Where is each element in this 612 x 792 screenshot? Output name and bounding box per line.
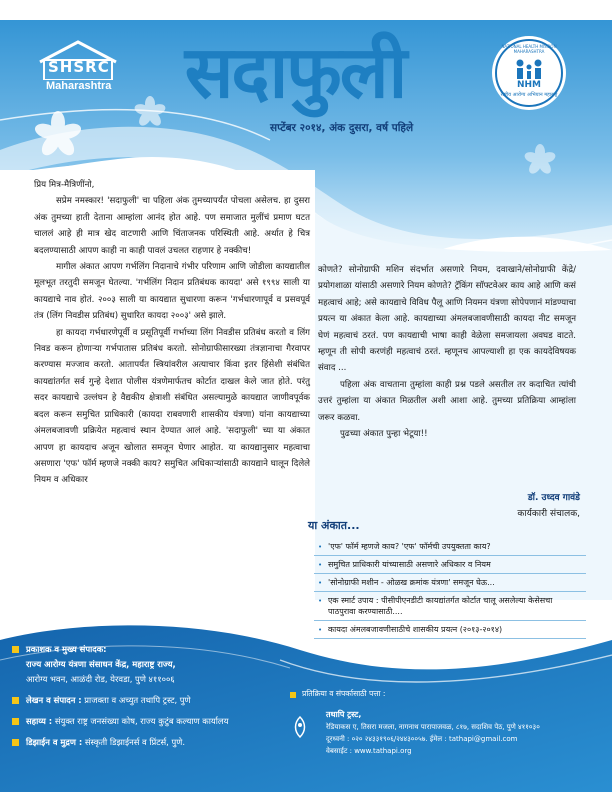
contents-list (314, 538, 586, 639)
trust-address: रेडियाकस ए, तिसरा मजला, नागनाथ पारापाजवळ, ८१७, सदाशिव पेठ, पुणे ४११०३० (326, 723, 540, 731)
contents-item (314, 592, 586, 621)
letter-paragraph: सप्रेम नमस्कार! 'सदाफुली' चा पहिला अंक तुमच्यापर्यंत पोचला असेलच. हा दुसरा अंक तुमच्या हाती देताना आम्हांला आनंद होत आहे. पण समाजात मुलींचं प्रमाण घटत चाललं आहे ही मात्र खेद वाटणारी आणि चिंताजनक परिस्थिती आहे. अर्थात हे चित्र बदलण्यासाठी आपण काही ना काही पावलं उचलत राहणार हे नक्कीच! (34, 196, 310, 256)
tathapi-address (326, 709, 596, 757)
bullet-icon: • (318, 597, 323, 605)
signatory-title: कार्यकारी संचालक, (517, 509, 580, 519)
nhm-hindi: राष्ट्रीय आरोग्य अभियान महाराष्ट्र (500, 92, 558, 98)
trust-name: तथापि ट्रस्ट, (326, 710, 362, 719)
square-bullet-icon (12, 718, 19, 725)
contents-item-text: 'सोनोग्राफी मशीन - ओळख क्रमांक यंत्रणा' समजून घेऊ... (328, 578, 495, 587)
support-credit (12, 714, 302, 729)
masthead-title: सदाफुली (184, 30, 406, 114)
letter-paragraph: हा कायदा गर्भधारणेपूर्वी व प्रसूतिपूर्वी गर्भाच्या लिंग निवडीस प्रतिबंध करतो व लिंग निवड करून होणाऱ्या गर्भपातास प्रतिबंध करतो. सोनोग्राफीसारख्या तंत्रज्ञानाचा गैरवापर करण्यास मज्जाव करतो. आतापर्यंत स्त्रियांवरील अत्याचार किंवा इतर हिंसेशी संबंधित कायद्यांतर्गत सर्व गुन्हे देशात पोलीस यंत्रणेमार्फतच कोर्टात दाखल केले जात होते. परंतु सदर कायद्याचे उल्लंघन हे वैद्यकीय क्षेत्राशी संबंधित असल्यामुळे कायद्यात जाणीवपूर्वक बदल करून समुचित प्राधिकारी (कायदा राबवणारी शासकीय यंत्रणा) यांना कायद्याच्या अंमलबजावणी प्रक्रियेत महत्वाचं स्थान देण्यात आलं आहे. 'सदाफुली' च्या या अंकात आपण हा कायदाच अजून खोलात समजून घेणार आहोत. या कायद्यानुसार महत्वाचा असणारा 'एफ' फॉर्म म्हणजे नक्की काय? समुचित अधिकाऱ्यांसाठी कायद्याने घालून दिलेले नियम व अधिकार (34, 327, 310, 486)
square-bullet-icon (12, 697, 19, 704)
signatory-name: डॉ. उध्दव गावंडे (527, 493, 580, 503)
bullet-icon: • (318, 626, 323, 634)
support-label: सहाय्य : (26, 716, 53, 726)
contents-item-text: कायदा अंमलबजावणीसाठीचे शासकीय प्रयत्न (२०१३-२०१४) (328, 625, 503, 634)
nhm-logo (492, 36, 566, 110)
contents-item (314, 574, 586, 592)
trust-phone: दूरध्वनी : ०२० २४३३१९०६/२४४३००५७. ईमेल : tathapi@gmail.com (326, 735, 518, 743)
bullet-icon: • (318, 579, 323, 587)
contact-heading (290, 689, 600, 699)
contents-item (314, 556, 586, 574)
nhm-ring-text: NATIONAL HEALTH MISSION MAHARASHTRA (501, 44, 557, 54)
writing-credit (12, 693, 302, 708)
design-label: डिझाईन व मुद्रण : (26, 737, 83, 747)
family-icon (510, 58, 548, 80)
contents-title: या अंकात... (308, 519, 360, 532)
letter-column-1 (34, 177, 310, 489)
contents-item (314, 621, 586, 639)
signature-block (480, 490, 580, 522)
trust-website: वेबसाईट : www.tathapi.org (326, 747, 412, 755)
contents-item (314, 538, 586, 556)
shsrc-logo (30, 40, 134, 102)
writing-value: प्राजक्ता व अच्युत तथापि ट्रस्ट, पुणे (84, 695, 191, 705)
footer-credits (12, 642, 302, 750)
nhm-label: NHM (516, 80, 542, 90)
contact-heading-text: प्रतिक्रिया व संपर्कासाठी पत्ता : (302, 689, 386, 698)
publisher-name: राज्य आरोग्य यंत्रणा संसाधन केंद्र, महाराष्ट्र राज्य, (26, 659, 176, 669)
square-bullet-icon (12, 646, 19, 653)
tathapi-logo-icon (290, 715, 310, 739)
contents-item-text: एक स्मार्ट उपाय : पीसीपीएनडीटी कायद्यांतर्गत कोर्टात चालू असलेल्या केसेसचा पाठपुरावा करण्यासाठी.... (328, 596, 553, 616)
contents-item-text: समुचित प्राधिकारी यांच्यासाठी असणारे अधिकार व नियम (328, 560, 491, 569)
support-value: संयुक्त राष्ट्र जनसंख्या कोष, राज्य कुटुंब कल्याण कार्यालय (54, 716, 229, 726)
letter-paragraph: कोणते? सोनोग्राफी मशिन संदर्भात असणारे नियम, दवाखाने/सोनोग्राफी केंद्रे/प्रयोगशाळा यांसाठी असणारे नियम कोणते? ट्रॅकिंग सॉफ्टवेअर काय आहे आणि कसं महत्वाचं आहे; असे कायद्याचे विविध पैलू आणि नियमन यंत्रणा सोपेपणानं मांडण्याचा प्रयत्न या अंकात केला आहे. कायद्याच्या अंमलबजावणीसाठी कायदा नीट समजून घेणं महत्वाचं ठरतं. पण कायद्याची भाषा काही वेळेला समजायला अवघड वाटते. म्हणून ती सोपी करणंही महत्वाचं ठरतं. म्हणूनच आपल्याशी हा एक कायदेविषयक संवाद ... (318, 265, 576, 374)
bullet-icon: • (318, 561, 323, 569)
issue-line: सप्टेंबर २०१४, अंक दुसरा, वर्ष पहिले (270, 122, 414, 134)
letter-column-2 (318, 262, 576, 442)
square-bullet-icon (290, 692, 296, 698)
salutation: प्रिय मित्र-मैत्रिणींनो, (34, 180, 95, 190)
letter-closing: पुढच्या अंकात पुन्हा भेटूया!! (340, 429, 428, 440)
contents-item-text: 'एफ' फॉर्म म्हणजे काय? 'एफ' फॉर्मची उपयुक्तता काय? (328, 542, 491, 551)
design-value: संस्कृती डिझाईनर्स व प्रिंटर्स, पुणे. (84, 737, 185, 747)
letter-paragraph: मागील अंकात आपण गर्भलिंग निदानाचे गंभीर परिणाम आणि जोडीला कायद्यातील मूलभूत तरतुदी समजून घेतल्या. 'गर्भलिंग निदान प्रतिबंधक कायदा' असे १९९४ साली या कायद्याचे नाव होतं. २००३ साली या कायद्यात सुधारणा करून 'गर्भधारणापूर्व व प्रसवपूर्व तंत्र (लिंग निवडीस प्रतिबंध) सुधारित कायदा २००३' असे झाले. (34, 262, 310, 322)
logo-subtitle: Maharashtra (46, 80, 112, 92)
publisher-address: आरोग्य भवन, आळंदी रोड, येरवडा, पुणे ४११००६ (26, 674, 175, 684)
square-bullet-icon (12, 739, 19, 746)
logo-name: SHSRC (48, 58, 110, 76)
bullet-icon: • (318, 543, 323, 551)
design-credit (12, 735, 302, 750)
writing-label: लेखन व संपादन : (26, 695, 82, 705)
letter-paragraph: पहिला अंक वाचताना तुम्हांला काही प्रश्न पडले असतील तर कदाचित त्यांची उत्तरं तुम्हांला या अंकात मिळतील अशी आशा आहे. तुमच्या प्रतिक्रिया आम्हांला जरूर कळवा. (318, 379, 576, 423)
footer-contact (290, 689, 600, 755)
publisher-label: प्रकाशक व मुख्य संपादक: (26, 644, 107, 654)
publisher-block (12, 642, 302, 687)
